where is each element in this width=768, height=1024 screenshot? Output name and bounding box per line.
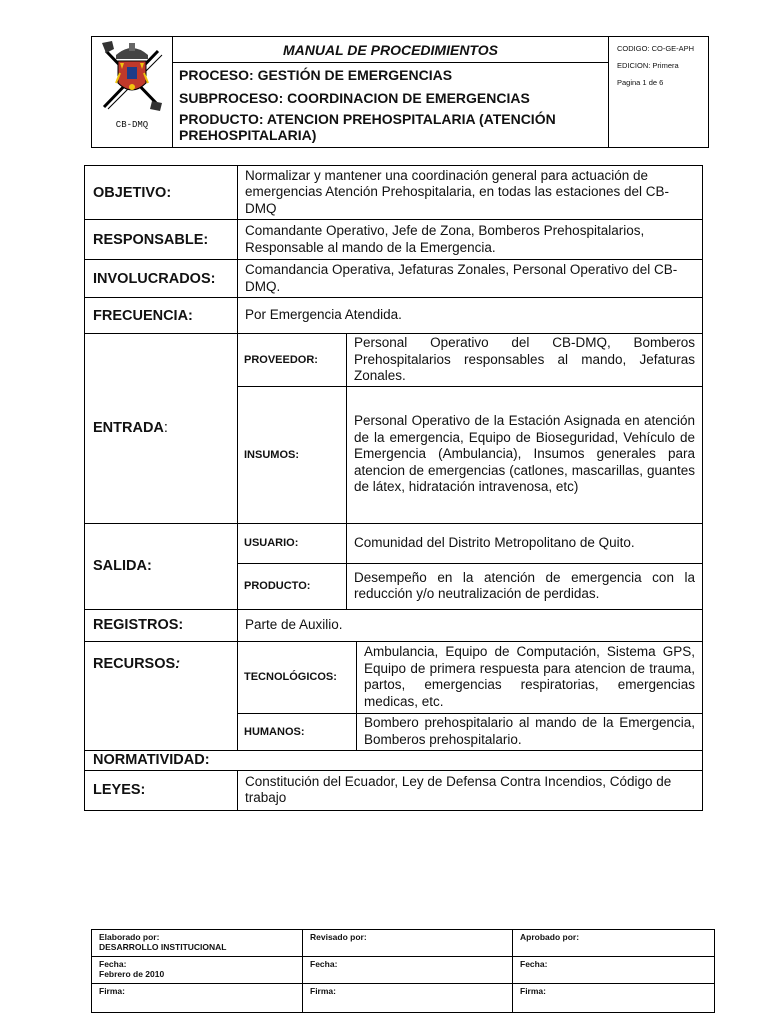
registros-label: REGISTROS: bbox=[85, 609, 238, 641]
tecnologicos-label: TECNOLÓGICOS: bbox=[238, 641, 357, 713]
manual-title: MANUAL DE PROCEDIMIENTOS bbox=[173, 37, 609, 63]
producto-label: PRODUCTO: bbox=[238, 563, 347, 609]
objetivo-value: Normalizar y mantener una coordinación general para actuación de emergencias Atención Prehospitalaria, en todas las estaciones del CB-DMQ bbox=[238, 166, 703, 220]
proveedor-value: Personal Operativo del CB-DMQ, Bomberos Prehospitalarios responsables al mando, Jefaturas Zonales. bbox=[347, 334, 703, 387]
row-leyes bbox=[85, 770, 703, 810]
row-registros bbox=[85, 609, 703, 641]
producto: PRODUCTO: ATENCION PREHOSPITALARIA (ATENCIÓN PREHOSPITALARIA) bbox=[173, 109, 609, 148]
elaborado-label: Elaborado por: bbox=[99, 932, 160, 942]
leyes-label: LEYES: bbox=[85, 770, 238, 810]
logo-cell bbox=[92, 37, 173, 148]
normatividad-label: NORMATIVIDAD: bbox=[85, 750, 703, 770]
row-objetivo bbox=[85, 166, 703, 220]
humanos-value: Bombero prehospitalario al mando de la Emergencia, Bomberos prehospitalario. bbox=[357, 713, 703, 750]
document-meta bbox=[609, 37, 709, 148]
proveedor-label: PROVEEDOR: bbox=[238, 334, 347, 387]
elaborado-value: DESARROLLO INSTITUCIONAL bbox=[99, 942, 227, 952]
row-entrada-proveedor bbox=[85, 334, 703, 387]
fecha-aprobado-label: Fecha: bbox=[513, 957, 715, 984]
producto-value: Desempeño en la atención de emergencia con la reducción y/o neutralización de perdidas. bbox=[347, 563, 703, 609]
document-header bbox=[91, 36, 709, 148]
approval-table bbox=[91, 929, 715, 1013]
row-salida-usuario bbox=[85, 523, 703, 563]
subproceso: SUBPROCESO: COORDINACION DE EMERGENCIAS bbox=[173, 87, 609, 109]
insumos-label: INSUMOS: bbox=[238, 386, 347, 523]
fecha-value: Febrero de 2010 bbox=[99, 969, 165, 979]
fecha-revisado-label: Fecha: bbox=[303, 957, 513, 984]
frecuencia-label: FRECUENCIA: bbox=[85, 298, 238, 334]
aprobado-label: Aprobado por: bbox=[513, 930, 715, 957]
elaborado-cell bbox=[92, 930, 303, 957]
entrada-label: ENTRADA: bbox=[85, 334, 238, 524]
fecha-label: Fecha: bbox=[99, 959, 127, 969]
logo-caption: CB-DMQ bbox=[115, 120, 149, 130]
usuario-value: Comunidad del Distrito Metropolitano de Quito. bbox=[347, 523, 703, 563]
registros-value: Parte de Auxilio. bbox=[238, 609, 703, 641]
firma-aprobado-label: Firma: bbox=[513, 984, 715, 1013]
procedure-table bbox=[84, 165, 703, 811]
revisado-label: Revisado por: bbox=[303, 930, 513, 957]
frecuencia-value: Por Emergencia Atendida. bbox=[238, 298, 703, 334]
tecnologicos-value: Ambulancia, Equipo de Computación, Sistema GPS, Equipo de primera respuesta para atencion de trauma, partos, emergencias respiratorias, emergencias medicas, etc. bbox=[357, 641, 703, 713]
cb-dmq-logo-icon bbox=[98, 37, 166, 113]
involucrados-label: INVOLUCRADOS: bbox=[85, 260, 238, 298]
recursos-label: RECURSOS: bbox=[85, 641, 238, 750]
usuario-label: USUARIO: bbox=[238, 523, 347, 563]
firma-elaborado-label: Firma: bbox=[92, 984, 303, 1013]
row-recursos-tecnologicos bbox=[85, 641, 703, 713]
proceso: PROCESO: GESTIÓN DE EMERGENCIAS bbox=[173, 63, 609, 88]
row-responsable bbox=[85, 220, 703, 260]
row-involucrados bbox=[85, 260, 703, 298]
responsable-value: Comandante Operativo, Jefe de Zona, Bomberos Prehospitalarios, Responsable al mando de la Emergencia. bbox=[238, 220, 703, 260]
row-frecuencia bbox=[85, 298, 703, 334]
fecha-cell bbox=[92, 957, 303, 984]
involucrados-value: Comandancia Operativa, Jefaturas Zonales, Personal Operativo del CB-DMQ. bbox=[238, 260, 703, 298]
row-normatividad bbox=[85, 750, 703, 770]
objetivo-label: OBJETIVO: bbox=[85, 166, 238, 220]
humanos-label: HUMANOS: bbox=[238, 713, 357, 750]
leyes-value: Constitución del Ecuador, Ley de Defensa Contra Incendios, Código de trabajo bbox=[238, 770, 703, 810]
salida-label: SALIDA: bbox=[85, 523, 238, 609]
firma-revisado-label: Firma: bbox=[303, 984, 513, 1013]
insumos-value: Personal Operativo de la Estación Asignada en atención de la emergencia, Equipo de Bioseguridad, Vehículo de Emergencia (Ambulancia), Insumos generales para atencion de emergencias (catlones, mascarillas, guantes de látex, hidratación intravenosa, etc) bbox=[347, 386, 703, 523]
responsable-label: RESPONSABLE: bbox=[85, 220, 238, 260]
pagina: Pagina 1 de 6 bbox=[617, 78, 664, 87]
edicion: EDICION: Primera bbox=[617, 61, 679, 70]
codigo: CODIGO: CO-GE-APH bbox=[617, 44, 695, 53]
